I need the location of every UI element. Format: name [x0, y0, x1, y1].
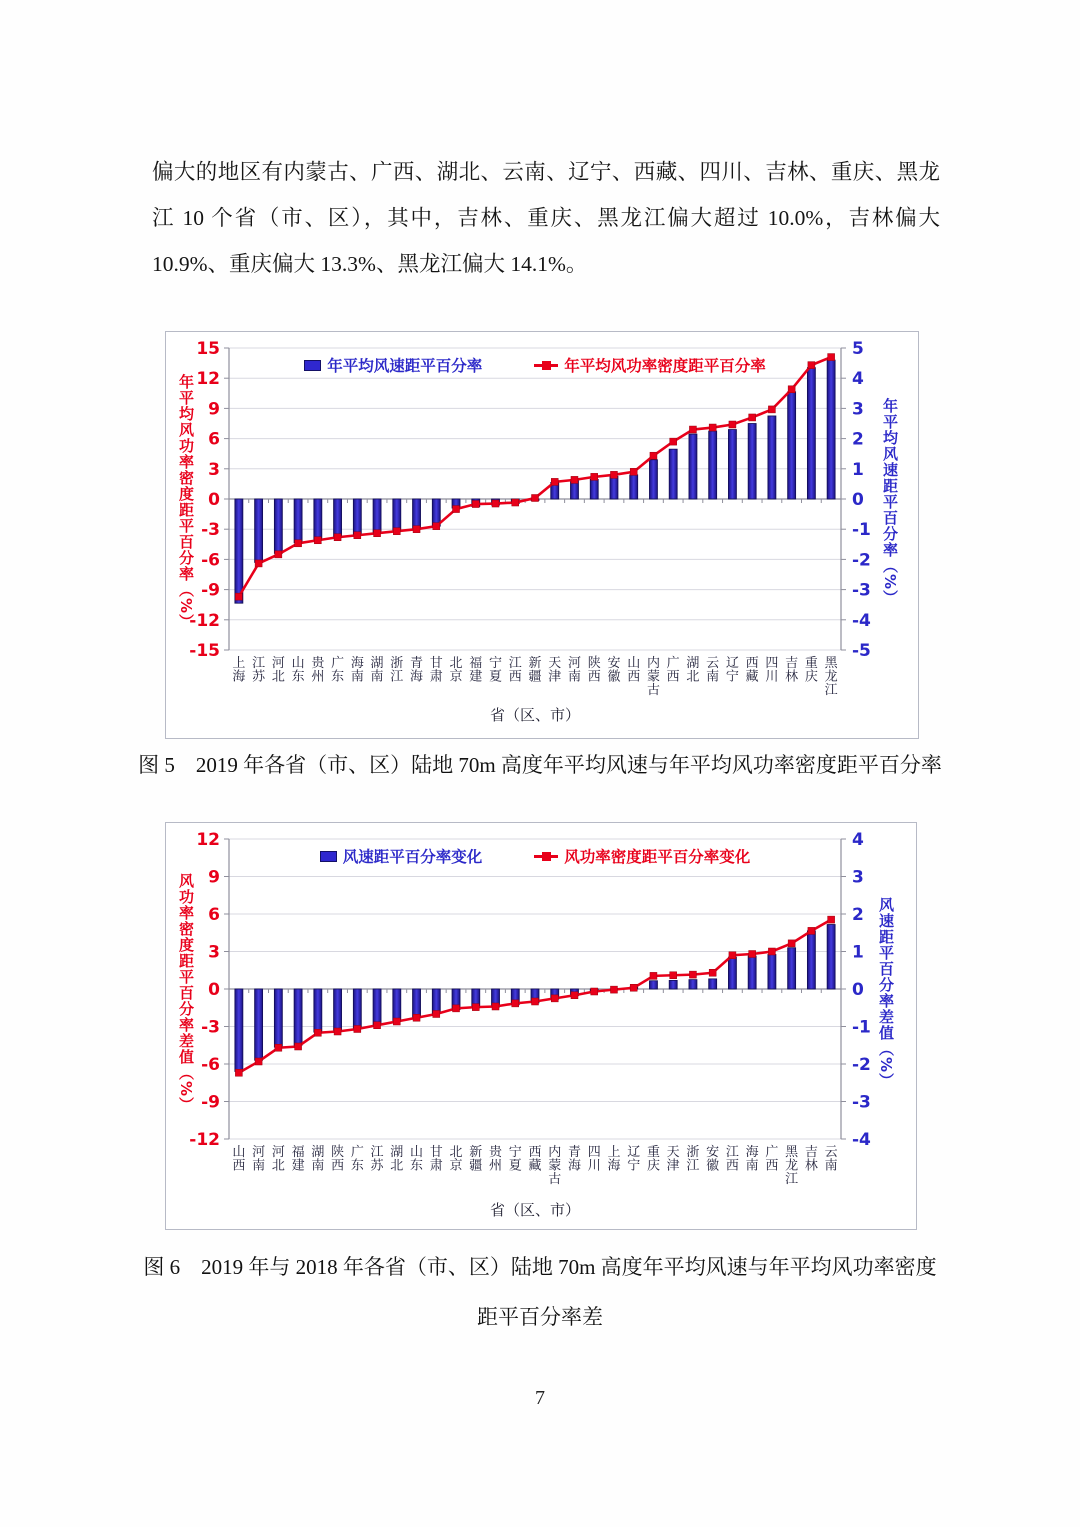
line-marker: [689, 426, 696, 433]
bar: [788, 392, 796, 499]
bar: [827, 925, 835, 990]
line-marker: [374, 530, 381, 537]
line-marker: [610, 986, 617, 993]
svg-text:云南: 云南: [824, 1145, 838, 1174]
bar: [590, 479, 598, 499]
figure6-caption-line2: 距平百分率差: [477, 1305, 603, 1329]
figure6-x-axis-title: 省（区、市）: [489, 1201, 580, 1219]
svg-text:海南: 海南: [745, 1145, 759, 1174]
bar: [768, 416, 776, 499]
line-marker: [374, 1022, 381, 1029]
bar: [630, 475, 638, 499]
svg-text:重庆: 重庆: [804, 656, 818, 685]
svg-text:1: 1: [852, 459, 864, 480]
svg-text:青海: 青海: [410, 656, 424, 685]
line-marker: [551, 478, 558, 485]
bar: [334, 989, 342, 1030]
line-marker: [295, 540, 302, 547]
line-marker: [314, 1029, 321, 1036]
svg-text:-1: -1: [852, 520, 871, 541]
svg-text:北京: 北京: [449, 1145, 463, 1174]
line-marker: [413, 1014, 420, 1021]
svg-text:甘肃: 甘肃: [429, 1145, 443, 1174]
figure6-caption: [80, 1242, 1000, 1342]
svg-text:广西: 广西: [765, 1145, 779, 1174]
bar-series: [235, 360, 835, 603]
line-marker: [709, 969, 716, 976]
svg-text:-15: -15: [189, 641, 220, 661]
svg-text:山西: 山西: [627, 656, 641, 685]
right-axis-ticks: [841, 339, 871, 661]
svg-text:河北: 河北: [271, 656, 285, 685]
line-series: [235, 354, 834, 601]
svg-text:江苏: 江苏: [370, 1145, 384, 1174]
svg-text:2: 2: [852, 905, 864, 925]
svg-text:甘肃: 甘肃: [429, 656, 443, 685]
line-marker: [670, 438, 677, 445]
svg-text:9: 9: [208, 399, 220, 420]
line-marker: [512, 1000, 519, 1007]
svg-text:9: 9: [208, 867, 220, 888]
line-marker: [235, 1069, 242, 1076]
bar: [314, 499, 322, 540]
svg-text:陕西: 陕西: [587, 656, 601, 685]
bar: [413, 989, 421, 1017]
svg-text:重庆: 重庆: [646, 1145, 660, 1174]
line-marker: [275, 551, 282, 558]
svg-text:上海: 上海: [607, 1145, 621, 1174]
line-marker: [571, 992, 578, 999]
line-marker: [532, 494, 539, 501]
figure5-plot: [166, 332, 918, 738]
svg-text:湖北: 湖北: [686, 656, 700, 685]
svg-text:2: 2: [852, 429, 864, 450]
svg-text:12: 12: [196, 830, 220, 850]
line-marker: [433, 1011, 440, 1018]
line-marker: [314, 537, 321, 544]
line-marker: [255, 560, 262, 567]
line-marker: [650, 972, 657, 979]
svg-text:北京: 北京: [449, 656, 463, 685]
bar: [709, 979, 717, 989]
figure5-caption: 图 5 2019 年各省（市、区）陆地 70m 高度年平均风速与年平均风功率密度距平百分率: [138, 753, 942, 777]
svg-text:0: 0: [852, 980, 864, 1000]
svg-text:河南: 河南: [252, 1145, 266, 1174]
svg-text:辽宁: 辽宁: [627, 1145, 641, 1174]
bar: [393, 499, 401, 531]
line-marker: [551, 995, 558, 1002]
svg-text:新疆: 新疆: [469, 1145, 483, 1174]
page-number: 7: [535, 1387, 545, 1409]
svg-text:4: 4: [852, 830, 864, 850]
figure5-left-axis-title: 年平均风功率密度距平百分率（%）: [177, 373, 195, 631]
line-marker: [828, 354, 835, 361]
svg-text:山东: 山东: [291, 656, 305, 685]
svg-text:-1: -1: [852, 1017, 871, 1038]
svg-text:湖北: 湖北: [390, 1145, 404, 1174]
bar: [768, 955, 776, 990]
svg-text:山东: 山东: [410, 1145, 424, 1174]
svg-text:-6: -6: [201, 550, 220, 571]
svg-text:贵州: 贵州: [489, 1145, 503, 1174]
bar: [353, 989, 361, 1028]
line-marker: [591, 473, 598, 480]
svg-text:四川: 四川: [765, 656, 779, 685]
svg-text:-3: -3: [201, 520, 220, 541]
svg-text:内蒙古: 内蒙古: [548, 1145, 562, 1187]
line-marker: [768, 406, 775, 413]
svg-text:云南: 云南: [706, 656, 720, 685]
line-marker: [472, 1004, 479, 1011]
line-marker: [650, 452, 657, 459]
svg-text:广西: 广西: [666, 656, 680, 685]
bar: [353, 499, 361, 535]
bar: [235, 989, 243, 1072]
bar: [432, 989, 440, 1013]
bar: [649, 981, 657, 989]
line-marker: [492, 500, 499, 507]
figure6-left-axis-title: 风功率密度距平百分率差值（%）: [177, 872, 195, 1114]
svg-text:四川: 四川: [587, 1145, 601, 1174]
line-marker: [808, 362, 815, 369]
svg-text:浙江: 浙江: [390, 656, 404, 685]
bar: [294, 989, 302, 1045]
bar: [373, 989, 381, 1025]
line-marker: [749, 414, 756, 421]
line-marker: [788, 940, 795, 947]
svg-text:内蒙古: 内蒙古: [646, 656, 660, 698]
svg-text:-12: -12: [189, 1130, 220, 1150]
line-marker: [275, 1044, 282, 1051]
line-marker: [532, 998, 539, 1005]
figure5-right-axis-title: 年平均风速距平百分率（%）: [881, 397, 899, 607]
legend-label: 年平均风速距平百分率: [327, 357, 483, 375]
bar: [274, 989, 282, 1047]
line-marker: [393, 1018, 400, 1025]
line-marker: [453, 1005, 460, 1012]
figure6-caption-line1: 图 6 2019 年与 2018 年各省（市、区）陆地 70m 高度年平均风速与年平均风功率密度: [143, 1255, 937, 1279]
svg-text:陕西: 陕西: [331, 1145, 345, 1174]
svg-text:-5: -5: [852, 641, 871, 661]
svg-text:0: 0: [208, 980, 220, 1000]
svg-text:-9: -9: [201, 580, 220, 601]
svg-text:-3: -3: [201, 1017, 220, 1038]
right-axis-ticks: [841, 830, 871, 1150]
line-marker: [492, 1003, 499, 1010]
svg-text:海南: 海南: [350, 656, 364, 685]
bar: [255, 989, 263, 1060]
svg-text:-4: -4: [852, 1130, 871, 1150]
figure5-chart: [165, 331, 919, 739]
line-marker: [453, 506, 460, 513]
line-marker: [334, 534, 341, 541]
bar: [314, 989, 322, 1032]
line-marker: [729, 952, 736, 959]
bar: [294, 499, 302, 543]
svg-text:河北: 河北: [271, 1145, 285, 1174]
line-marker: [729, 421, 736, 428]
x-category-labels: [232, 655, 838, 698]
svg-text:黑龙江: 黑龙江: [785, 1145, 799, 1187]
svg-text:-9: -9: [201, 1092, 220, 1113]
svg-text:天津: 天津: [548, 656, 562, 685]
line-marker: [571, 476, 578, 483]
line-marker: [433, 523, 440, 530]
svg-text:江苏: 江苏: [252, 656, 266, 685]
svg-text:6: 6: [208, 429, 220, 450]
svg-text:湖南: 湖南: [311, 1145, 325, 1174]
bar: [255, 499, 263, 562]
line-marker: [828, 916, 835, 923]
svg-text:青海: 青海: [567, 1145, 581, 1174]
line-marker: [413, 526, 420, 533]
bar: [649, 460, 657, 499]
line-marker: [512, 499, 519, 506]
bar: [788, 948, 796, 989]
bar: [827, 360, 835, 499]
svg-text:-12: -12: [189, 610, 220, 631]
svg-text:6: 6: [208, 905, 220, 925]
line-marker: [591, 988, 598, 995]
svg-text:新疆: 新疆: [528, 656, 542, 685]
svg-text:12: 12: [196, 369, 220, 390]
svg-text:宁夏: 宁夏: [489, 656, 503, 685]
bar: [748, 956, 756, 989]
svg-text:15: 15: [196, 339, 220, 359]
svg-text:福建: 福建: [291, 1145, 305, 1174]
bar: [413, 499, 421, 529]
line-marker: [749, 951, 756, 958]
svg-text:贵州: 贵州: [311, 656, 325, 685]
line-marker: [255, 1058, 262, 1065]
svg-text:-4: -4: [852, 610, 871, 631]
line-marker: [472, 501, 479, 508]
svg-text:-2: -2: [852, 1055, 871, 1075]
line-marker: [334, 1028, 341, 1035]
svg-text:辽宁: 辽宁: [725, 656, 739, 685]
x-category-labels: [232, 1144, 837, 1187]
figure6-chart: [165, 822, 917, 1230]
svg-text:-2: -2: [852, 550, 871, 571]
svg-text:江西: 江西: [725, 1145, 739, 1174]
svg-text:西藏: 西藏: [528, 1145, 542, 1174]
line-marker: [670, 972, 677, 979]
figure6-plot: [166, 823, 916, 1229]
legend-label: 年平均风功率密度距平百分率: [564, 357, 766, 375]
svg-text:河南: 河南: [567, 656, 581, 685]
figure5-x-axis-title: 省（区、市）: [489, 706, 580, 724]
svg-text:福建: 福建: [469, 656, 483, 685]
svg-text:湖南: 湖南: [370, 656, 384, 685]
bar: [689, 434, 697, 499]
svg-text:0: 0: [208, 490, 220, 510]
line-marker: [709, 424, 716, 431]
svg-text:上海: 上海: [232, 656, 246, 685]
svg-text:吉林: 吉林: [785, 656, 799, 685]
left-axis-ticks: [189, 830, 229, 1150]
bar: [334, 499, 342, 537]
svg-text:广东: 广东: [350, 1145, 364, 1174]
svg-text:天津: 天津: [666, 1145, 680, 1174]
svg-text:山西: 山西: [232, 1145, 246, 1174]
line-marker: [689, 971, 696, 978]
line-marker: [788, 386, 795, 393]
line-marker: [354, 1026, 361, 1033]
svg-text:1: 1: [852, 942, 864, 963]
svg-text:3: 3: [208, 942, 220, 963]
svg-text:安徽: 安徽: [706, 1145, 720, 1174]
line-marker: [768, 948, 775, 955]
bar: [610, 476, 618, 499]
svg-text:0: 0: [852, 490, 864, 510]
bar: [728, 430, 736, 499]
bar: [689, 980, 697, 989]
svg-text:浙江: 浙江: [686, 1145, 700, 1174]
bar: [807, 931, 815, 989]
line-marker: [235, 593, 242, 600]
svg-text:宁夏: 宁夏: [508, 1145, 522, 1174]
svg-text:西藏: 西藏: [745, 656, 759, 685]
bar: [274, 499, 282, 553]
body-paragraph: 偏大的地区有内蒙古、广西、湖北、云南、辽宁、西藏、四川、吉林、重庆、黑龙江 10 个省（市、区），其中，吉林、重庆、黑龙江偏大超过 10.0%，吉林偏大 10.9%、重庆偏大 13.3%、黑龙江偏大 14.1%。: [152, 159, 940, 276]
svg-text:广东: 广东: [331, 656, 345, 685]
line-marker: [808, 927, 815, 934]
svg-text:-3: -3: [852, 580, 871, 601]
bar: [669, 449, 677, 499]
bar: [709, 431, 717, 499]
svg-text:黑龙江: 黑龙江: [824, 656, 838, 698]
line-marker: [393, 528, 400, 535]
figure6-right-axis-title: 风速距平百分率差值（%）: [877, 896, 895, 1090]
svg-text:3: 3: [852, 867, 864, 888]
bar: [748, 424, 756, 500]
svg-text:-6: -6: [201, 1055, 220, 1075]
line-marker: [610, 471, 617, 478]
legend-label: 风功率密度距平百分率变化: [564, 848, 751, 866]
svg-text:5: 5: [852, 339, 864, 359]
svg-text:-3: -3: [852, 1092, 871, 1113]
bar: [373, 499, 381, 532]
line-marker: [354, 532, 361, 539]
bar: [393, 989, 401, 1021]
line-marker: [630, 468, 637, 475]
svg-text:安徽: 安徽: [607, 656, 621, 685]
left-axis-ticks: [189, 339, 229, 661]
bar: [235, 499, 243, 603]
svg-text:4: 4: [852, 369, 864, 390]
svg-text:3: 3: [208, 459, 220, 480]
legend-label: 风速距平百分率变化: [342, 848, 483, 866]
svg-text:吉林: 吉林: [804, 1145, 818, 1174]
svg-text:3: 3: [852, 399, 864, 420]
line-marker: [630, 984, 637, 991]
line-marker: [295, 1043, 302, 1050]
svg-text:江西: 江西: [508, 656, 522, 685]
bar: [669, 980, 677, 989]
bar: [728, 957, 736, 989]
bar: [807, 368, 815, 499]
